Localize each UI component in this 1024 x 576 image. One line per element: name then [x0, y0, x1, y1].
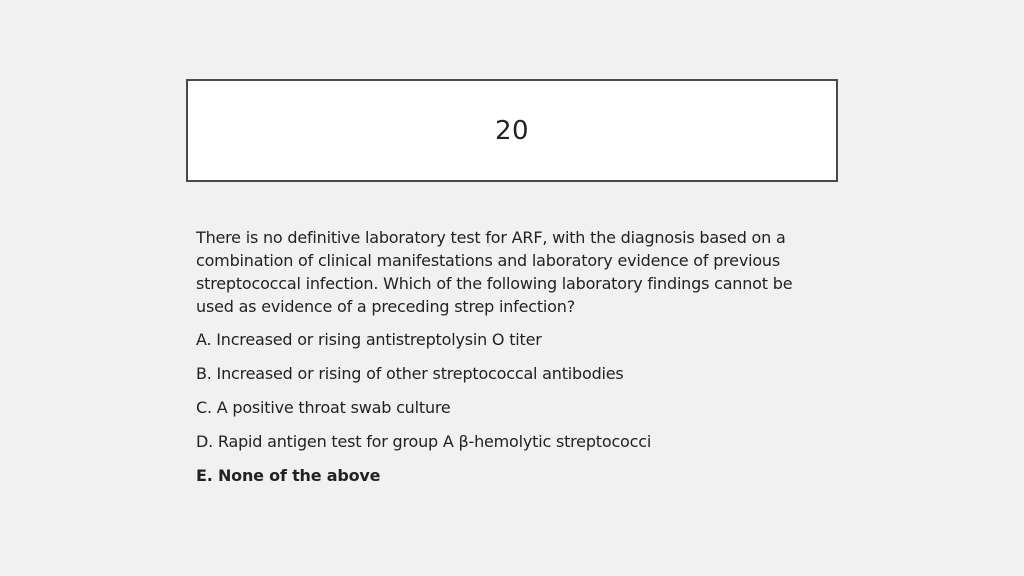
slide-title: 20: [494, 115, 530, 146]
option-d: D. Rapid antigen test for group A β-hemolytic streptococci: [196, 432, 652, 451]
option-b: B. Increased or rising of other streptococcal antibodies: [196, 364, 624, 383]
question-text: There is no definitive laboratory test for ARF, with the diagnosis based on a combination of clinical manifestations and laboratory evidence of previous streptococcal infection. Which of the following laboratory findings cannot be used as evidence of a preceding strep infection?: [196, 228, 793, 316]
option-a: A. Increased or rising antistreptolysin O titer: [196, 330, 542, 349]
option-c: C. A positive throat swab culture: [196, 398, 451, 417]
option-e-answer: E. None of the above: [196, 466, 381, 485]
title-box: [186, 79, 838, 182]
slide-content: [196, 226, 816, 498]
